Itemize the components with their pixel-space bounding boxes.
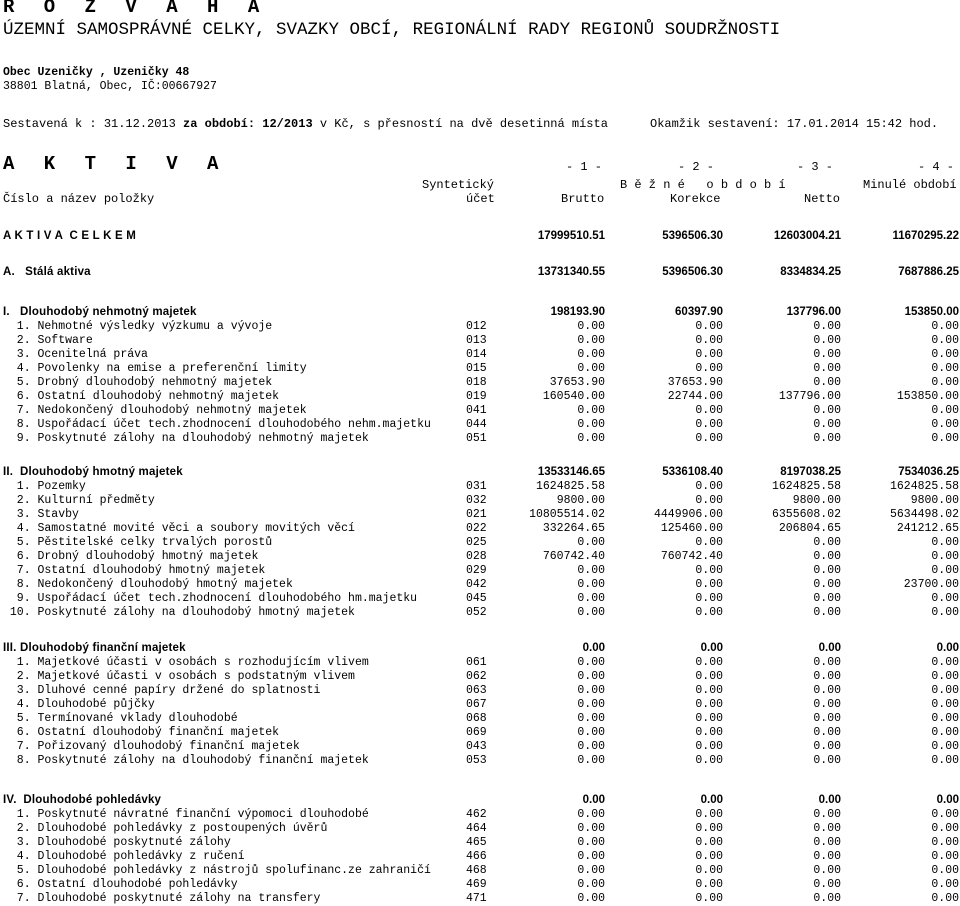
row-label: 6. Ostatní dlouhodobý nehmotný majetek xyxy=(3,390,280,403)
row-brutto: 0.00 xyxy=(577,892,605,905)
report-date: Sestavená k : 31.12.2013 xyxy=(3,117,184,131)
row-brutto: 0.00 xyxy=(577,836,605,849)
row-korekce: 0.00 xyxy=(695,698,723,711)
row-brutto: 0.00 xyxy=(577,592,605,605)
row-label: 7. Pořizovaný dlouhodobý finanční majetek xyxy=(3,740,300,753)
row-label: I. Dlouhodobý nehmotný majetek xyxy=(3,306,197,318)
row-brutto: 13533146.65 xyxy=(537,466,605,478)
row-label: A K T I V A C E L K E M xyxy=(3,230,137,242)
row-brutto: 0.00 xyxy=(582,794,605,806)
row-label: 3. Dlouhodobé poskytnuté zálohy xyxy=(3,836,231,849)
row-korekce: 0.00 xyxy=(695,850,723,863)
current-period-header: B ě ž n é o b d o b í xyxy=(620,178,786,192)
row-korekce: 0.00 xyxy=(700,794,723,806)
row-account: 051 xyxy=(466,432,487,445)
row-prior-period: 0.00 xyxy=(931,808,959,821)
row-prior-period: 11670295.22 xyxy=(892,230,959,242)
row-account: 067 xyxy=(466,698,487,711)
row-korekce: 0.00 xyxy=(695,592,723,605)
row-prior-period: 0.00 xyxy=(931,726,959,739)
table-row xyxy=(0,684,960,698)
row-korekce: 0.00 xyxy=(695,578,723,591)
row-netto: 8334834.25 xyxy=(780,266,841,278)
row-korekce: 0.00 xyxy=(695,536,723,549)
row-brutto: 0.00 xyxy=(577,564,605,577)
row-netto: 0.00 xyxy=(813,878,841,891)
row-prior-period: 0.00 xyxy=(931,606,959,619)
brutto-header: Brutto xyxy=(561,192,605,206)
row-korekce: 0.00 xyxy=(695,656,723,669)
table-row xyxy=(0,878,960,892)
table-row xyxy=(0,864,960,878)
row-korekce: 0.00 xyxy=(695,404,723,417)
row-korekce: 0.00 xyxy=(695,320,723,333)
row-korekce: 5336108.40 xyxy=(662,466,723,478)
row-label: 2. Majetkové účasti v osobách s podstatným vlivem xyxy=(3,670,355,683)
section-heading: A K T I V A xyxy=(3,153,228,175)
row-korekce: 0.00 xyxy=(695,564,723,577)
row-korekce: 0.00 xyxy=(695,494,723,507)
row-netto: 0.00 xyxy=(818,642,841,654)
row-prior-period: 0.00 xyxy=(931,404,959,417)
row-label: 8. Nedokončený dlouhodobý hmotný majetek xyxy=(3,578,293,591)
document-title: R O Z V A H A xyxy=(3,0,269,18)
row-brutto: 0.00 xyxy=(577,712,605,725)
row-prior-period: 0.00 xyxy=(931,878,959,891)
row-netto: 0.00 xyxy=(813,712,841,725)
table-row xyxy=(0,712,960,726)
row-account: 022 xyxy=(466,522,487,535)
row-account: 052 xyxy=(466,606,487,619)
table-row xyxy=(0,578,960,592)
row-netto: 1624825.58 xyxy=(771,480,841,493)
row-label: 8. Poskytnuté zálohy na dlouhodobý finanční majetek xyxy=(3,754,369,767)
row-label: 1. Nehmotné výsledky výzkumu a vývoje xyxy=(3,320,273,333)
row-brutto: 0.00 xyxy=(577,878,605,891)
row-account: 062 xyxy=(466,670,487,683)
generated-timestamp: Okamžik sestavení: 17.01.2014 15:42 hod. xyxy=(650,117,939,131)
table-section-row xyxy=(0,642,960,656)
row-netto: 8197038.25 xyxy=(780,466,841,478)
row-brutto: 0.00 xyxy=(577,754,605,767)
row-netto: 0.00 xyxy=(813,892,841,905)
row-label: 8. Uspořádací účet tech.zhodnocení dlouhodobého nehm.majetku xyxy=(3,418,431,431)
row-netto: 0.00 xyxy=(813,808,841,821)
row-label: 9. Uspořádací účet tech.zhodnocení dlouhodobého hm.majetku xyxy=(3,592,418,605)
row-label: 5. Pěstitelské celky trvalých porostů xyxy=(3,536,273,549)
document-subtitle: ÚZEMNÍ SAMOSPRÁVNÉ CELKY, SVAZKY OBCÍ, REGIONÁLNÍ RADY REGIONŮ SOUDRŽNOSTI xyxy=(3,20,781,40)
row-netto: 0.00 xyxy=(813,404,841,417)
row-account: 018 xyxy=(466,376,487,389)
row-netto: 9800.00 xyxy=(792,494,841,507)
row-korekce: 0.00 xyxy=(695,754,723,767)
row-brutto: 0.00 xyxy=(582,642,605,654)
row-brutto: 0.00 xyxy=(577,362,605,375)
row-prior-period: 1624825.58 xyxy=(889,480,959,493)
row-netto: 0.00 xyxy=(818,794,841,806)
row-netto: 0.00 xyxy=(813,740,841,753)
table-row xyxy=(0,522,960,536)
row-korekce: 0.00 xyxy=(695,480,723,493)
row-prior-period: 5634498.02 xyxy=(889,508,959,521)
row-netto: 0.00 xyxy=(813,320,841,333)
row-label: 1. Poskytnuté návratné finanční výpomoci dlouhodobé xyxy=(3,808,369,821)
row-prior-period: 9800.00 xyxy=(910,494,959,507)
table-row xyxy=(0,606,960,620)
row-brutto: 332264.65 xyxy=(542,522,605,535)
table-row xyxy=(0,480,960,494)
table-row xyxy=(0,740,960,754)
column-number-1: - 1 - xyxy=(566,160,603,174)
row-prior-period: 7687886.25 xyxy=(898,266,959,278)
row-prior-period: 0.00 xyxy=(931,362,959,375)
table-section-row xyxy=(0,466,960,480)
row-korekce: 0.00 xyxy=(695,362,723,375)
row-label: 4. Povolenky na emise a preferenční limity xyxy=(3,362,307,375)
row-account: 044 xyxy=(466,418,487,431)
row-korekce: 0.00 xyxy=(695,740,723,753)
row-prior-period: 0.00 xyxy=(931,864,959,877)
row-account: 068 xyxy=(466,712,487,725)
row-brutto: 17999510.51 xyxy=(537,230,605,242)
table-row xyxy=(0,320,960,334)
row-prior-period: 0.00 xyxy=(936,642,959,654)
column-number-3: - 3 - xyxy=(797,160,834,174)
row-account: 063 xyxy=(466,684,487,697)
row-brutto: 0.00 xyxy=(577,656,605,669)
row-brutto: 37653.90 xyxy=(549,376,605,389)
row-label: 3. Stavby xyxy=(3,508,79,521)
row-netto: 0.00 xyxy=(813,726,841,739)
row-account: 031 xyxy=(466,480,487,493)
row-label: 3. Ocenitelná práva xyxy=(3,348,148,361)
row-brutto: 0.00 xyxy=(577,850,605,863)
row-account: 012 xyxy=(466,320,487,333)
row-account: 045 xyxy=(466,592,487,605)
row-account: 061 xyxy=(466,656,487,669)
row-prior-period: 0.00 xyxy=(931,670,959,683)
row-label: 2. Software xyxy=(3,334,93,347)
table-row xyxy=(0,892,960,906)
row-netto: 206804.65 xyxy=(778,522,841,535)
row-brutto: 0.00 xyxy=(577,334,605,347)
row-brutto: 0.00 xyxy=(577,684,605,697)
row-netto: 0.00 xyxy=(813,606,841,619)
table-row xyxy=(0,822,960,836)
row-netto: 0.00 xyxy=(813,432,841,445)
row-brutto: 10805514.02 xyxy=(529,508,605,521)
table-section-row xyxy=(0,794,960,808)
row-brutto: 0.00 xyxy=(577,726,605,739)
row-netto: 6355608.02 xyxy=(771,508,841,521)
row-prior-period: 0.00 xyxy=(931,712,959,725)
row-korekce: 0.00 xyxy=(695,808,723,821)
table-row xyxy=(0,536,960,550)
column-number-4: - 4 - xyxy=(918,160,955,174)
row-prior-period: 0.00 xyxy=(931,698,959,711)
row-label: 4. Samostatné movité věci a soubory movitých věcí xyxy=(3,522,355,535)
row-prior-period: 0.00 xyxy=(931,836,959,849)
table-section-row xyxy=(0,230,960,244)
row-prior-period: 0.00 xyxy=(931,376,959,389)
row-prior-period: 0.00 xyxy=(931,334,959,347)
row-korekce: 4449906.00 xyxy=(653,508,723,521)
row-account: 028 xyxy=(466,550,487,563)
row-korekce: 0.00 xyxy=(695,432,723,445)
row-brutto: 160540.00 xyxy=(542,390,605,403)
row-account: 069 xyxy=(466,726,487,739)
row-korekce: 0.00 xyxy=(695,726,723,739)
row-prior-period: 0.00 xyxy=(931,564,959,577)
row-label: 7. Dlouhodobé poskytnuté zálohy na transfery xyxy=(3,892,321,905)
row-prior-period: 153850.00 xyxy=(904,306,959,318)
row-korekce: 0.00 xyxy=(695,418,723,431)
table-row xyxy=(0,404,960,418)
table-row xyxy=(0,362,960,376)
row-korekce: 0.00 xyxy=(695,684,723,697)
row-label: 1. Majetkové účasti v osobách s rozhodujícím vlivem xyxy=(3,656,369,669)
row-korekce: 0.00 xyxy=(695,334,723,347)
row-label: II. Dlouhodobý hmotný majetek xyxy=(3,466,183,478)
table-row xyxy=(0,334,960,348)
row-netto: 0.00 xyxy=(813,850,841,863)
row-brutto: 0.00 xyxy=(577,606,605,619)
row-prior-period: 0.00 xyxy=(931,684,959,697)
row-brutto: 0.00 xyxy=(577,864,605,877)
row-netto: 12603004.21 xyxy=(773,230,841,242)
row-netto: 0.00 xyxy=(813,550,841,563)
row-netto: 0.00 xyxy=(813,578,841,591)
row-account: 469 xyxy=(466,878,487,891)
row-brutto: 13731340.55 xyxy=(537,266,605,278)
row-label: 2. Dlouhodobé pohledávky z postoupených úvěrů xyxy=(3,822,328,835)
row-brutto: 0.00 xyxy=(577,808,605,821)
table-row xyxy=(0,670,960,684)
row-prior-period: 0.00 xyxy=(931,892,959,905)
row-account: 471 xyxy=(466,892,487,905)
row-korekce: 0.00 xyxy=(695,348,723,361)
row-prior-period: 0.00 xyxy=(931,348,959,361)
row-prior-period: 0.00 xyxy=(931,432,959,445)
row-netto: 0.00 xyxy=(813,684,841,697)
row-korekce: 60397.90 xyxy=(675,306,723,318)
prior-period-header: Minulé období xyxy=(863,178,957,192)
row-label: A. Stálá aktiva xyxy=(3,266,91,278)
table-row xyxy=(0,432,960,446)
row-prior-period: 0.00 xyxy=(931,656,959,669)
row-korekce: 0.00 xyxy=(695,878,723,891)
row-netto: 0.00 xyxy=(813,564,841,577)
row-account: 014 xyxy=(466,348,487,361)
row-account: 032 xyxy=(466,494,487,507)
table-row xyxy=(0,564,960,578)
row-korekce: 0.00 xyxy=(695,712,723,725)
row-netto: 0.00 xyxy=(813,592,841,605)
row-netto: 0.00 xyxy=(813,418,841,431)
row-account: 019 xyxy=(466,390,487,403)
row-korekce: 0.00 xyxy=(700,642,723,654)
row-brutto: 0.00 xyxy=(577,320,605,333)
row-label: 4. Dlouhodobé půjčky xyxy=(3,698,155,711)
row-prior-period: 0.00 xyxy=(931,536,959,549)
row-account: 462 xyxy=(466,808,487,821)
row-label: 2. Kulturní předměty xyxy=(3,494,155,507)
row-korekce: 125460.00 xyxy=(660,522,723,535)
account-header: účet xyxy=(466,192,495,206)
organization-name: Obec Uzeničky , Uzeničky 48 xyxy=(3,66,190,79)
row-prior-period: 153850.00 xyxy=(896,390,959,403)
row-label: 6. Ostatní dlouhodobé pohledávky xyxy=(3,878,238,891)
table-section-row xyxy=(0,266,960,280)
row-brutto: 760742.40 xyxy=(542,550,605,563)
row-brutto: 1624825.58 xyxy=(535,480,605,493)
row-account: 013 xyxy=(466,334,487,347)
row-netto: 0.00 xyxy=(813,536,841,549)
column-number-2: - 2 - xyxy=(678,160,715,174)
row-netto: 0.00 xyxy=(813,334,841,347)
table-row xyxy=(0,726,960,740)
table-row xyxy=(0,754,960,768)
row-account: 015 xyxy=(466,362,487,375)
row-netto: 0.00 xyxy=(813,754,841,767)
row-brutto: 0.00 xyxy=(577,578,605,591)
row-prior-period: 23700.00 xyxy=(903,578,959,591)
row-brutto: 198193.90 xyxy=(550,306,605,318)
row-brutto: 0.00 xyxy=(577,536,605,549)
item-label-header: Číslo a název položky xyxy=(3,192,155,206)
row-label: 5. Drobný dlouhodobý nehmotný majetek xyxy=(3,376,273,389)
row-netto: 0.00 xyxy=(813,376,841,389)
row-korekce: 0.00 xyxy=(695,836,723,849)
row-brutto: 0.00 xyxy=(577,404,605,417)
row-netto: 0.00 xyxy=(813,670,841,683)
row-account: 053 xyxy=(466,754,487,767)
row-brutto: 0.00 xyxy=(577,418,605,431)
table-row xyxy=(0,494,960,508)
table-row xyxy=(0,376,960,390)
row-label: 6. Drobný dlouhodobý hmotný majetek xyxy=(3,550,259,563)
row-prior-period: 0.00 xyxy=(931,740,959,753)
table-row xyxy=(0,850,960,864)
table-row xyxy=(0,508,960,522)
korekce-header: Korekce xyxy=(670,192,721,206)
report-period: za období: 12/2013 xyxy=(183,117,313,131)
row-label: III. Dlouhodobý finanční majetek xyxy=(3,642,186,654)
row-brutto: 0.00 xyxy=(577,670,605,683)
table-row xyxy=(0,592,960,606)
row-label: 1. Pozemky xyxy=(3,480,86,493)
row-account: 466 xyxy=(466,850,487,863)
row-brutto: 0.00 xyxy=(577,740,605,753)
row-prior-period: 0.00 xyxy=(931,418,959,431)
row-account: 468 xyxy=(466,864,487,877)
row-korekce: 5396506.30 xyxy=(662,266,723,278)
row-prior-period: 7534036.25 xyxy=(898,466,959,478)
row-netto: 137796.00 xyxy=(786,306,841,318)
synthetic-account-header: Syntetický xyxy=(422,178,495,192)
row-netto: 0.00 xyxy=(813,864,841,877)
row-netto: 0.00 xyxy=(813,656,841,669)
row-label: 7. Nedokončený dlouhodobý nehmotný majetek xyxy=(3,404,307,417)
row-korekce: 0.00 xyxy=(695,892,723,905)
row-label: IV. Dlouhodobé pohledávky xyxy=(3,794,162,806)
table-row xyxy=(0,390,960,404)
row-korekce: 760742.40 xyxy=(660,550,723,563)
row-label: 10. Poskytnuté zálohy na dlouhodobý hmotný majetek xyxy=(3,606,355,619)
row-account: 041 xyxy=(466,404,487,417)
table-row xyxy=(0,698,960,712)
organization-address: 38801 Blatná, Obec, IČ:00667927 xyxy=(3,80,217,93)
row-korekce: 0.00 xyxy=(695,864,723,877)
row-korekce: 0.00 xyxy=(695,822,723,835)
row-label: 3. Dluhové cenné papíry držené do splatnosti xyxy=(3,684,321,697)
report-precision: v Kč, s přesností na dvě desetinná místa xyxy=(312,117,608,131)
row-account: 021 xyxy=(466,508,487,521)
row-netto: 0.00 xyxy=(813,698,841,711)
row-netto: 0.00 xyxy=(813,822,841,835)
row-brutto: 0.00 xyxy=(577,432,605,445)
row-account: 465 xyxy=(466,836,487,849)
row-netto: 0.00 xyxy=(813,362,841,375)
table-row xyxy=(0,808,960,822)
report-parameters xyxy=(3,117,608,131)
row-korekce: 0.00 xyxy=(695,606,723,619)
table-row xyxy=(0,836,960,850)
row-brutto: 0.00 xyxy=(577,698,605,711)
table-row xyxy=(0,418,960,432)
row-prior-period: 0.00 xyxy=(936,794,959,806)
row-netto: 137796.00 xyxy=(778,390,841,403)
row-account: 029 xyxy=(466,564,487,577)
table-row xyxy=(0,550,960,564)
table-row xyxy=(0,656,960,670)
row-label: 4. Dlouhodobé pohledávky z ručení xyxy=(3,850,245,863)
row-account: 042 xyxy=(466,578,487,591)
row-prior-period: 0.00 xyxy=(931,320,959,333)
row-korekce: 37653.90 xyxy=(667,376,723,389)
row-prior-period: 0.00 xyxy=(931,592,959,605)
row-netto: 0.00 xyxy=(813,348,841,361)
row-netto: 0.00 xyxy=(813,836,841,849)
row-account: 025 xyxy=(466,536,487,549)
row-prior-period: 0.00 xyxy=(931,550,959,563)
row-korekce: 5396506.30 xyxy=(662,230,723,242)
netto-header: Netto xyxy=(804,192,841,206)
row-korekce: 0.00 xyxy=(695,670,723,683)
row-prior-period: 241212.65 xyxy=(896,522,959,535)
row-label: 5. Termínované vklady dlouhodobé xyxy=(3,712,238,725)
row-label: 6. Ostatní dlouhodobý finanční majetek xyxy=(3,726,280,739)
row-prior-period: 0.00 xyxy=(931,822,959,835)
row-label: 5. Dlouhodobé pohledávky z nástrojů spolufinanc.ze zahraničí xyxy=(3,864,431,877)
row-brutto: 0.00 xyxy=(577,348,605,361)
row-prior-period: 0.00 xyxy=(931,850,959,863)
row-account: 043 xyxy=(466,740,487,753)
table-row xyxy=(0,348,960,362)
row-brutto: 9800.00 xyxy=(556,494,605,507)
row-label: 9. Poskytnuté zálohy na dlouhodobý nehmotný majetek xyxy=(3,432,369,445)
row-brutto: 0.00 xyxy=(577,822,605,835)
row-korekce: 22744.00 xyxy=(667,390,723,403)
table-section-row xyxy=(0,306,960,320)
row-account: 464 xyxy=(466,822,487,835)
row-prior-period: 0.00 xyxy=(931,754,959,767)
row-label: 7. Ostatní dlouhodobý hmotný majetek xyxy=(3,564,266,577)
